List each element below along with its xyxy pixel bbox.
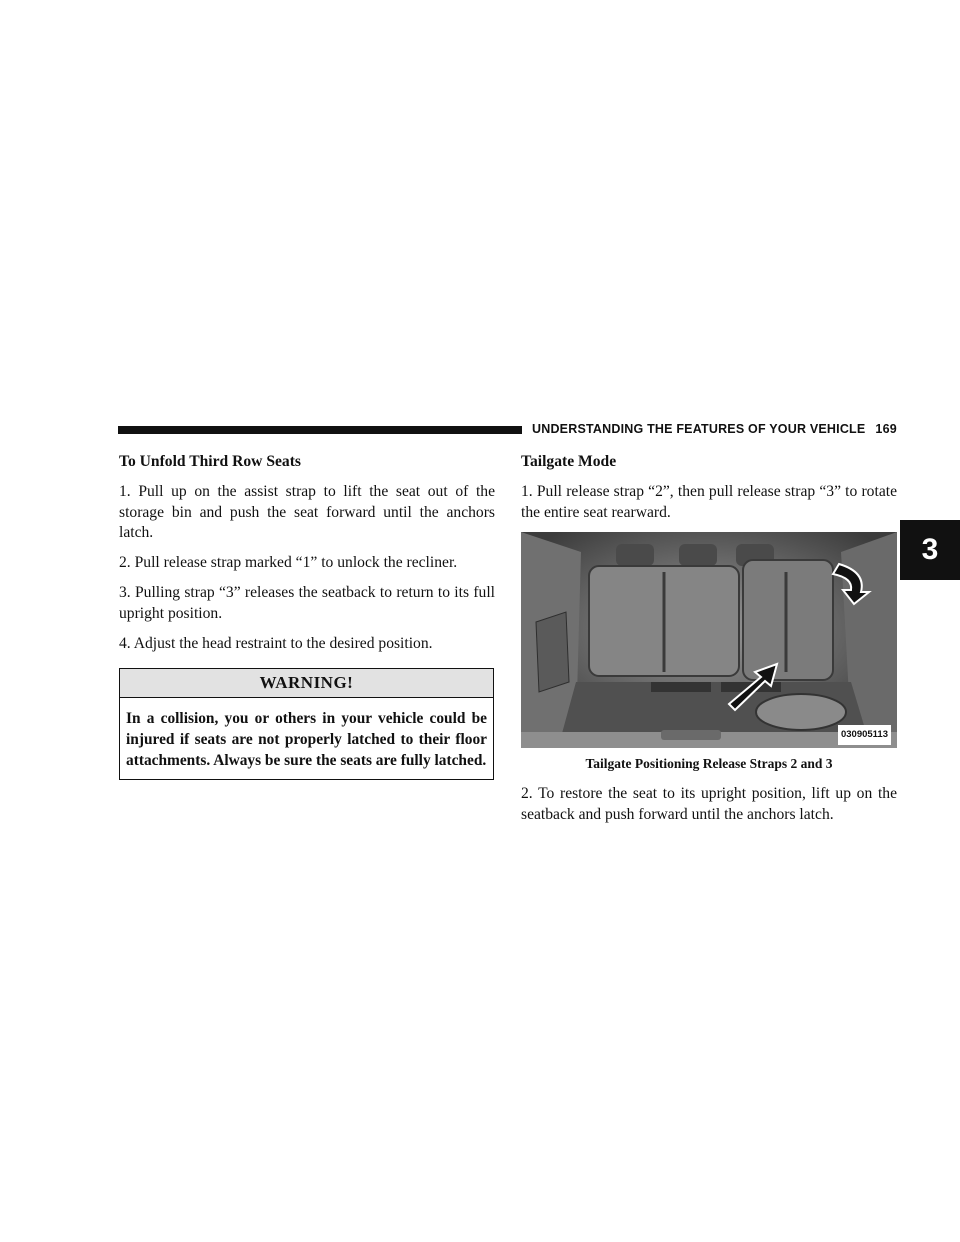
step-1: 1. Pull up on the assist strap to lift the seat out of the storage bin and push the seat forward until the anchors latch. bbox=[119, 482, 495, 542]
section-heading-tailgate: Tailgate Mode bbox=[521, 453, 617, 470]
warning-title: WARNING! bbox=[120, 669, 493, 698]
step-2: 2. Pull release strap marked “1” to unlock the recliner. bbox=[119, 554, 458, 572]
tailgate-step-2: 2. To restore the seat to its upright position, lift up on the seatback and push forward until the anchors latch. bbox=[521, 785, 897, 823]
page-number: 169 bbox=[875, 422, 897, 436]
warning-box bbox=[119, 668, 494, 780]
left-column bbox=[119, 452, 495, 780]
seat-photo bbox=[521, 532, 897, 748]
figure-caption: Tailgate Positioning Release Straps 2 and 3 bbox=[585, 756, 833, 772]
header-rule bbox=[118, 426, 522, 434]
chapter-tab: 3 bbox=[900, 520, 960, 580]
figure-code: 030905113 bbox=[838, 725, 891, 746]
vehicle-interior-illustration bbox=[521, 532, 897, 748]
tailgate-step-1: 1. Pull release strap “2”, then pull release strap “3” to rotate the entire seat rearward. bbox=[521, 482, 897, 521]
section-heading: To Unfold Third Row Seats bbox=[119, 453, 301, 470]
step-3: 3. Pulling strap “3” releases the seatback to return to its full upright position. bbox=[119, 583, 495, 622]
warning-text: In a collision, you or others in your vehicle could be injured if seats are not properly latched to their floor attachments. Always be sure the seats are fully latched. bbox=[126, 710, 487, 770]
running-header bbox=[532, 422, 897, 436]
right-column bbox=[521, 452, 897, 835]
section-title: UNDERSTANDING THE FEATURES OF YOUR VEHICLE bbox=[532, 422, 866, 436]
step-4: 4. Adjust the head restraint to the desired position. bbox=[119, 634, 433, 652]
